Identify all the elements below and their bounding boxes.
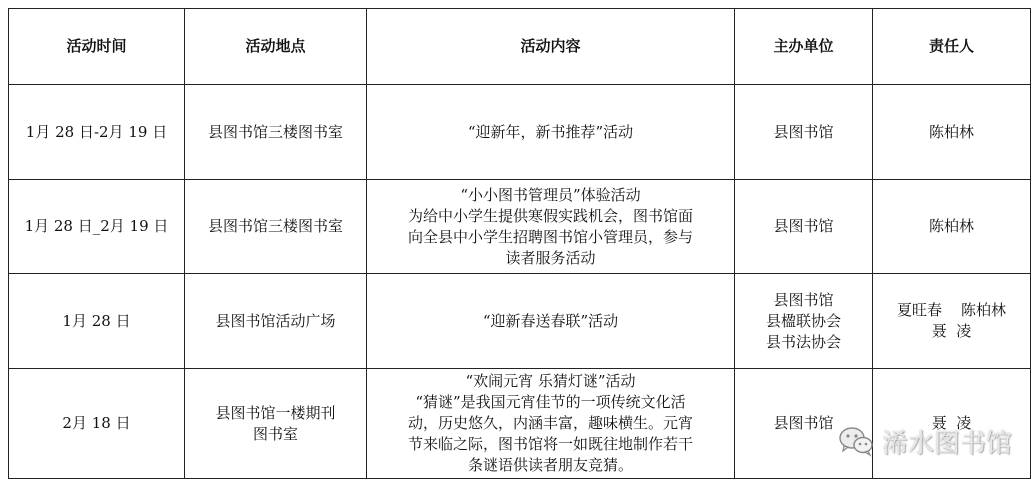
cell-text: 聂 凌	[931, 414, 972, 432]
cell-text: 县图书馆三楼图书室	[207, 217, 343, 235]
cell-text: 向全县中小学生招聘图书馆小管理员，参与	[407, 227, 693, 246]
header-place: 活动地点	[185, 9, 367, 85]
cell-content	[367, 180, 735, 274]
cell-text: 县图书馆	[773, 122, 834, 141]
cell-person	[873, 369, 1031, 479]
table-row	[9, 369, 1031, 479]
cell-person	[873, 85, 1031, 180]
cell-content	[367, 85, 735, 180]
cell-place	[185, 274, 367, 369]
cell-text: “迎新年，新书推荐”活动	[467, 122, 634, 141]
cell-text: 节来临之际，图书馆将一如既往地制作若干	[407, 435, 693, 453]
cell-text: 图书室	[252, 424, 298, 443]
table-row	[9, 274, 1031, 369]
cell-text: 夏旺春 陈柏林	[896, 301, 1007, 319]
cell-time	[9, 274, 185, 369]
cell-text: 县图书馆三楼图书室	[207, 122, 343, 141]
cell-text: 2月 18 日	[62, 414, 131, 432]
cell-text: 条谜语供读者朋友竞猜。	[467, 456, 633, 474]
cell-text: 县图书馆一楼期刊	[215, 403, 336, 422]
cell-text: 县图书馆	[773, 217, 834, 235]
cell-text: 聂 凌	[931, 322, 972, 340]
cell-place	[185, 180, 367, 274]
cell-text: 陈柏林	[928, 122, 974, 141]
cell-time	[9, 85, 185, 180]
cell-text: 动，历史悠久，内涵丰富，趣味横生。元宵	[407, 414, 693, 432]
cell-person	[873, 180, 1031, 274]
cell-text: 1月 28 日-2月 19 日	[25, 122, 168, 141]
header-person: 责任人	[873, 9, 1031, 85]
cell-text: 县楹联协会	[765, 311, 841, 330]
cell-time	[9, 180, 185, 274]
table-row	[9, 85, 1031, 180]
cell-text: 县图书馆	[773, 290, 834, 309]
cell-text: 1月 28 日	[62, 311, 131, 330]
cell-person	[873, 274, 1031, 369]
cell-text: 县书法协会	[765, 332, 841, 351]
cell-text: “欢闹元宵 乐猜灯谜”活动	[465, 372, 636, 390]
cell-text: 为给中小学生提供寒假实践机会，图书馆面	[407, 206, 693, 225]
table-row	[9, 180, 1031, 274]
cell-organizer	[735, 180, 873, 274]
header-content: 活动内容	[367, 9, 735, 85]
watermark-text: 浠水图书馆	[882, 428, 1013, 459]
cell-text: 县图书馆	[773, 414, 834, 432]
cell-time	[9, 369, 185, 479]
cell-organizer	[735, 85, 873, 180]
cell-text: “猜谜”是我国元宵佳节的一项传统文化活	[415, 393, 686, 411]
cell-text: 1月 28 日_2月 19 日	[24, 217, 169, 235]
header-time: 活动时间	[9, 9, 185, 85]
cell-text: “小小图书管理员”体验活动	[460, 185, 641, 204]
cell-content	[367, 369, 735, 479]
table-header-row	[9, 9, 1031, 85]
header-organizer: 主办单位	[735, 9, 873, 85]
cell-place	[185, 85, 367, 180]
cell-organizer	[735, 274, 873, 369]
cell-text: 读者服务活动	[505, 248, 596, 267]
cell-text: 县图书馆活动广场	[215, 311, 336, 330]
cell-place	[185, 369, 367, 479]
activity-schedule-table	[8, 8, 1031, 479]
cell-content	[367, 274, 735, 369]
cell-organizer	[735, 369, 873, 479]
cell-text: “迎新春送春联”活动	[482, 311, 619, 330]
cell-text: 陈柏林	[928, 217, 974, 235]
